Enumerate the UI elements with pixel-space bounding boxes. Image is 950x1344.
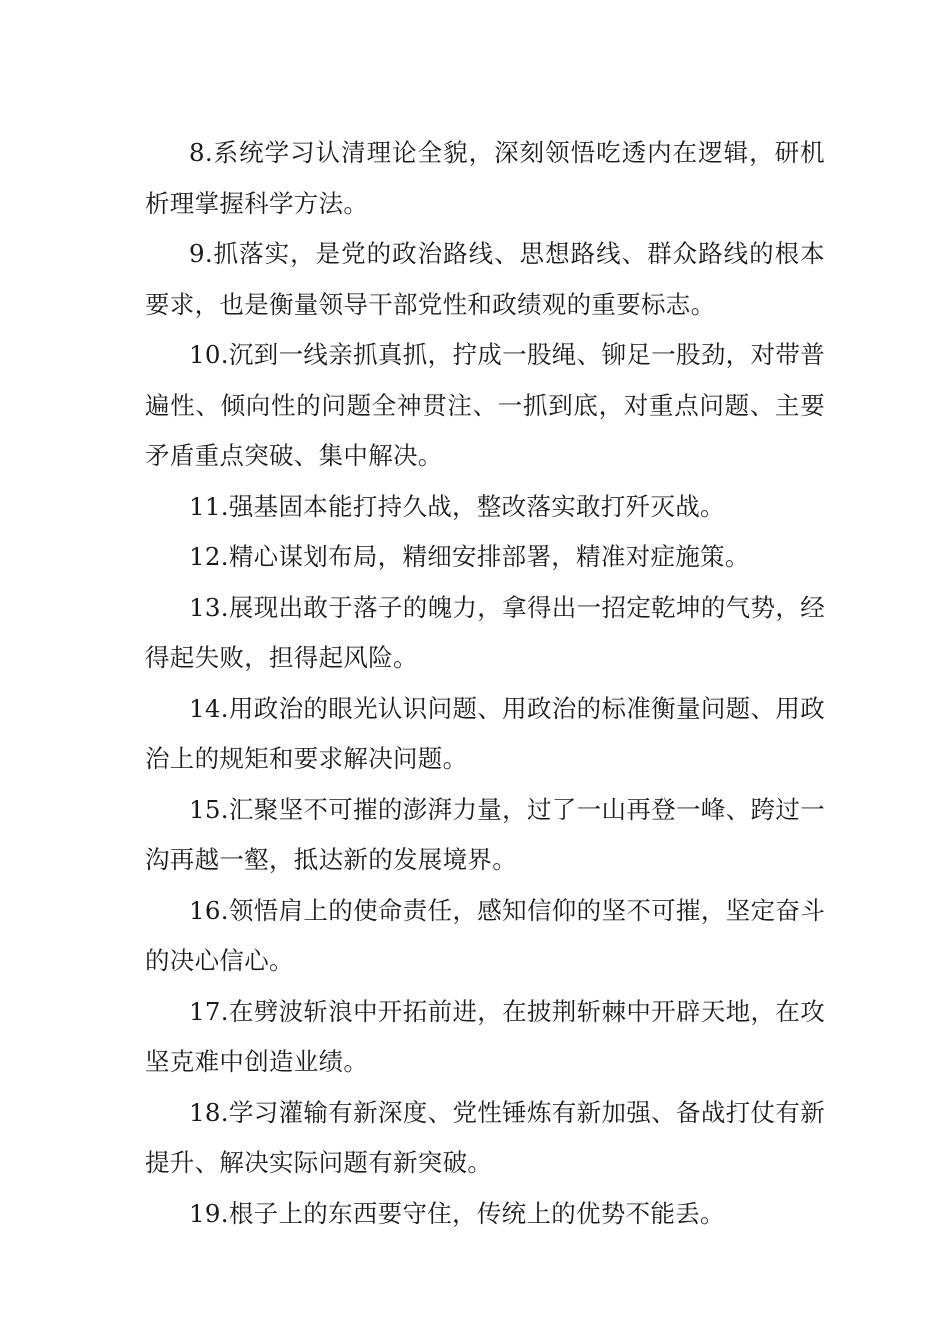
paragraph-18: 18.学习灌输有新深度、党性锤炼有新加强、备战打仗有新提升、解决实际问题有新突破。 xyxy=(145,1097,825,1177)
paragraph-10: 10.沉到一线亲抓真抓，拧成一股绳、铆足一股劲，对带普遍性、倾向性的问题全神贯注、一抓到底，对重点问题、主要矛盾重点突破、集中解决。 xyxy=(145,340,825,470)
paragraph-14: 14.用政治的眼光认识问题、用政治的标准衡量问题、用政治上的规矩和要求解决问题。 xyxy=(145,693,825,773)
paragraph-17: 17.在劈波斩浪中开拓前进，在披荆斩棘中开辟天地，在攻坚克难中创造业绩。 xyxy=(145,996,825,1076)
paragraph-12: 12.精心谋划布局，精细安排部署，精准对症施策。 xyxy=(189,542,750,571)
paragraph-19: 19.根子上的东西要守住，传统上的优势不能丢。 xyxy=(189,1198,725,1228)
paragraph-13: 13.展现出敢于落子的魄力，拿得出一招定乾坤的气势，经得起失败，担得起风险。 xyxy=(145,592,825,672)
paragraph-9: 9.抓落实，是党的政治路线、思想路线、群众路线的根本要求，也是衡量领导干部党性和政绩观的重要标志。 xyxy=(145,239,825,319)
paragraph-15: 15.汇聚坚不可摧的澎湃力量，过了一山再登一峰、跨过一沟再越一壑，抵达新的发展境界。 xyxy=(145,794,825,874)
paragraph-16: 16.领悟肩上的使命责任，感知信仰的坚不可摧，坚定奋斗的决心信心。 xyxy=(145,895,825,975)
document-body xyxy=(145,128,825,1239)
paragraph-11: 11.强基固本能打持久战，整改落实敢打歼灭战。 xyxy=(189,491,725,521)
paragraph-8: 8.系统学习认清理论全貌，深刻领悟吃透内在逻辑，研机析理掌握科学方法。 xyxy=(145,138,825,218)
